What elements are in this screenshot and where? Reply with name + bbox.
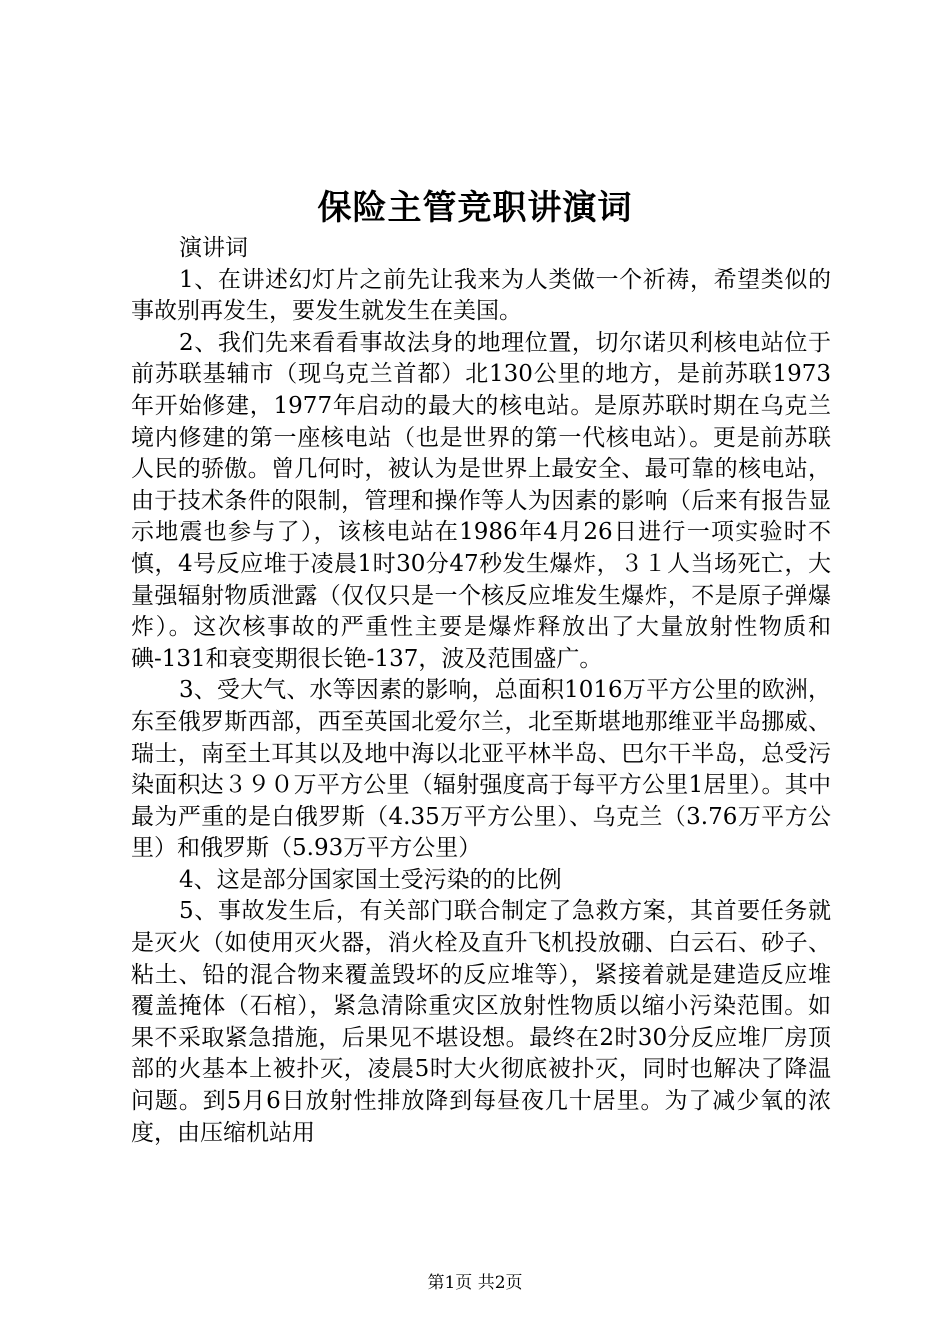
document-title: 保险主管竞职讲演词 <box>317 188 633 228</box>
paragraph-4: 4、这是部分国家国土受污染的的比例 <box>179 866 562 893</box>
paragraph-2: 2、我们先来看看事故法身的地理位置，切尔诺贝利核电站位于前苏联基辅市（现乌克兰首都）北130公里的地方，是前苏联1973年开始修建，1977年启动的最大的核电站。是原苏联时期在乌克兰境内修建的第一座核电站（也是世界的第一代核电站）。更是前苏联人民的骄傲。曾几何时，被认为是世界上最安全、最可靠的核电站，由于技术条件的限制，管理和操作等人为因素的影响（后来有报告显示地震也参与了），该核电站在1986年4月26日进行一项实验时不慎，4号反应堆于凌晨1时30分47秒发生爆炸，３１人当场死亡，大量强辐射物质泄露（仅仅只是一个核反应堆发生爆炸，不是原子弹爆炸）。这次核事故的严重性主要是爆炸释放出了大量放射性物质和碘-131和衰变期很长铯-137，波及范围盛广。 <box>131 329 831 672</box>
paragraph-5: 5、事故发生后，有关部门联合制定了急救方案，其首要任务就是灭火（如使用灭火器，消火栓及直升飞机投放硼、白云石、砂子、粘土、铅的混合物来覆盖毁坏的反应堆等），紧接着就是建造反应堆覆盖掩体（石棺），紧急清除重灾区放射性物质以缩小污染范围。如果不采取紧急措施，后果见不堪设想。最终在2时30分反应堆厂房顶部的火基本上被扑灭，凌晨5时大火彻底被扑灭，同时也解决了降温问题。到5月6日放射性排放降到每昼夜几十居里。为了减少氧的浓度，由压缩机站用 <box>131 898 831 1146</box>
paragraph-3: 3、受大气、水等因素的影响，总面积1016万平方公里的欧洲，东至俄罗斯西部，西至英国北爱尔兰，北至斯堪地那维亚半岛挪威、瑞士，南至土耳其以及地中海以北亚平林半岛、巴尔干半岛，总受污染面积达３９０万平方公里（辐射强度高于每平方公里1居里）。其中最为严重的是白俄罗斯（4.35万平方公里）、乌克兰（3.76万平方公里）和俄罗斯（5.93万平方公里） <box>131 677 831 862</box>
page-footer: 第1页 共2页 <box>427 1273 523 1293</box>
document-body <box>131 233 831 1149</box>
paragraph-1: 1、在讲述幻灯片之前先让我来为人类做一个祈祷，希望类似的事故别再发生，要发生就发生在美国。 <box>131 266 831 325</box>
paragraph-heading: 演讲词 <box>179 235 248 261</box>
